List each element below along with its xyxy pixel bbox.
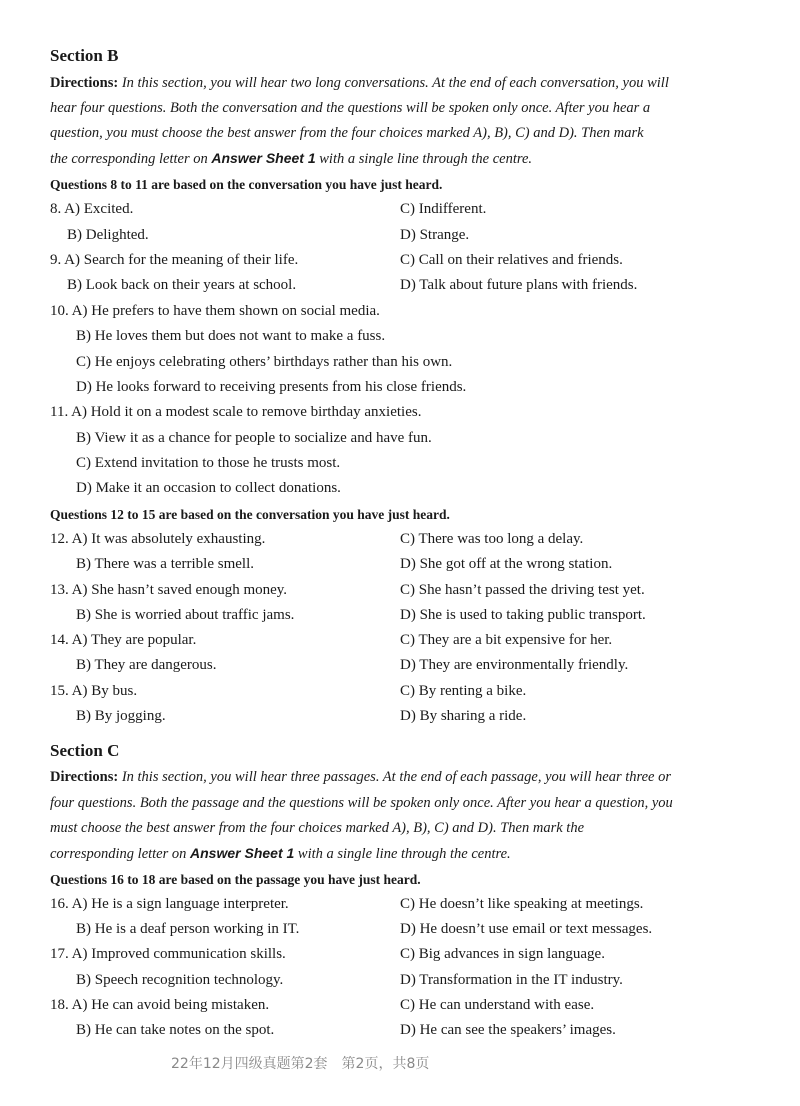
q17-option-c[interactable]: C) Big advances in sign language. bbox=[400, 946, 605, 962]
section-c-directions-line-3: must choose the best answer from the four choices marked A), B), C) and D). Then mark the bbox=[50, 820, 585, 836]
q16-option-b[interactable]: B) He is a deaf person working in IT. bbox=[76, 921, 300, 937]
directions-text: the corresponding letter on bbox=[50, 151, 208, 167]
q10-option-b[interactable]: B) He loves them but does not want to make a fuss. bbox=[76, 328, 386, 344]
q16-option-d[interactable]: D) He doesn’t use email or text messages. bbox=[400, 921, 653, 937]
directions-text: In this section, you will hear three passages. At the end of each passage, you will hear three or bbox=[121, 769, 672, 785]
section-b-directions-line-2: hear four questions. Both the conversation and the questions will be spoken only once. After you hear a bbox=[50, 100, 651, 116]
q18-option-b[interactable]: B) He can take notes on the spot. bbox=[76, 1022, 275, 1038]
q15-option-a[interactable]: 15. A) By bus. bbox=[50, 683, 138, 699]
q15-option-b[interactable]: B) By jogging. bbox=[76, 708, 166, 724]
q8-option-b[interactable]: B) Delighted. bbox=[67, 227, 149, 243]
q10-option-d[interactable]: D) He looks forward to receiving presents from his close friends. bbox=[76, 379, 467, 395]
section-c-directions-line-2: four questions. Both the passage and the questions will be spoken only once. After you hear a question, you bbox=[50, 795, 673, 811]
q8-option-d[interactable]: D) Strange. bbox=[400, 227, 470, 243]
section-b-directions-line-3: question, you must choose the best answer from the four choices marked A), B), C) and D). Then mark bbox=[50, 125, 644, 141]
q11-option-b[interactable]: B) View it as a chance for people to socialize and have fun. bbox=[76, 430, 432, 446]
q14-option-d[interactable]: D) They are environmentally friendly. bbox=[400, 657, 629, 673]
q12-option-a[interactable]: 12. A) It was absolutely exhausting. bbox=[50, 531, 266, 547]
q14-option-a[interactable]: 14. A) They are popular. bbox=[50, 632, 197, 648]
directions-text: with a single line through the centre. bbox=[319, 151, 533, 167]
directions-text: In this section, you will hear two long conversations. At the end of each conversation, you will bbox=[121, 75, 669, 91]
q17-option-a[interactable]: 17. A) Improved communication skills. bbox=[50, 946, 286, 962]
q11-option-a[interactable]: 11. A) Hold it on a modest scale to remove birthday anxieties. bbox=[50, 404, 422, 420]
directions-text: corresponding letter on bbox=[50, 846, 187, 862]
q13-option-a[interactable]: 13. A) She hasn’t saved enough money. bbox=[50, 582, 288, 598]
q13-option-d[interactable]: D) She is used to taking public transport. bbox=[400, 607, 646, 623]
q11-option-c[interactable]: C) Extend invitation to those he trusts most. bbox=[76, 455, 341, 471]
q10-option-c[interactable]: C) He enjoys celebrating others’ birthdays rather than his own. bbox=[76, 354, 453, 370]
q12-option-b[interactable]: B) There was a terrible smell. bbox=[76, 556, 254, 572]
q16-option-a[interactable]: 16. A) He is a sign language interpreter. bbox=[50, 896, 289, 912]
q8-option-c[interactable]: C) Indifferent. bbox=[400, 201, 487, 217]
q9-option-b[interactable]: B) Look back on their years at school. bbox=[67, 277, 297, 293]
q9-option-c[interactable]: C) Call on their relatives and friends. bbox=[400, 252, 623, 268]
section-c-title: Section C bbox=[50, 741, 120, 760]
directions-text: with a single line through the centre. bbox=[297, 846, 511, 862]
section-b-directions-line-4 bbox=[50, 150, 532, 168]
q13-option-b[interactable]: B) She is worried about traffic jams. bbox=[76, 607, 295, 623]
q15-option-d[interactable]: D) By sharing a ride. bbox=[400, 708, 527, 724]
q13-option-c[interactable]: C) She hasn’t passed the driving test yet. bbox=[400, 582, 645, 598]
q11-option-d[interactable]: D) Make it an occasion to collect donations. bbox=[76, 480, 341, 496]
q10-option-a[interactable]: 10. A) He prefers to have them shown on social media. bbox=[50, 303, 380, 319]
q17-option-b[interactable]: B) Speech recognition technology. bbox=[76, 972, 284, 988]
q17-option-d[interactable]: D) Transformation in the IT industry. bbox=[400, 972, 623, 988]
q12-option-c[interactable]: C) There was too long a delay. bbox=[400, 531, 584, 547]
q8-option-a[interactable]: 8. A) Excited. bbox=[50, 201, 134, 217]
section-c-directions-line-1 bbox=[50, 769, 671, 786]
q14-option-c[interactable]: C) They are a bit expensive for her. bbox=[400, 632, 613, 648]
q15-option-c[interactable]: C) By renting a bike. bbox=[400, 683, 527, 699]
q18-option-c[interactable]: C) He can understand with ease. bbox=[400, 997, 595, 1013]
directions-label: Directions: bbox=[50, 769, 119, 785]
question-group-heading: Questions 8 to 11 are based on the conversation you have just heard. bbox=[50, 177, 443, 192]
answer-sheet-label: Answer Sheet 1 bbox=[190, 845, 295, 861]
section-b-title: Section B bbox=[50, 46, 119, 65]
q9-option-d[interactable]: D) Talk about future plans with friends. bbox=[400, 277, 638, 293]
answer-sheet-label: Answer Sheet 1 bbox=[211, 150, 316, 166]
q12-option-d[interactable]: D) She got off at the wrong station. bbox=[400, 556, 613, 572]
section-b-directions-line-1 bbox=[50, 75, 669, 92]
q16-option-c[interactable]: C) He doesn’t like speaking at meetings. bbox=[400, 896, 644, 912]
q18-option-d[interactable]: D) He can see the speakers’ images. bbox=[400, 1022, 616, 1038]
q18-option-a[interactable]: 18. A) He can avoid being mistaken. bbox=[50, 997, 270, 1013]
section-c-directions-line-4 bbox=[50, 845, 511, 863]
question-group-heading: Questions 16 to 18 are based on the passage you have just heard. bbox=[50, 872, 421, 887]
directions-label: Directions: bbox=[50, 75, 119, 91]
page-footer: 22年12月四级真题第2套 第2页，共8页 bbox=[171, 1056, 430, 1072]
q9-option-a[interactable]: 9. A) Search for the meaning of their life. bbox=[50, 252, 299, 268]
q14-option-b[interactable]: B) They are dangerous. bbox=[76, 657, 217, 673]
question-group-heading: Questions 12 to 15 are based on the conversation you have just heard. bbox=[50, 507, 450, 522]
